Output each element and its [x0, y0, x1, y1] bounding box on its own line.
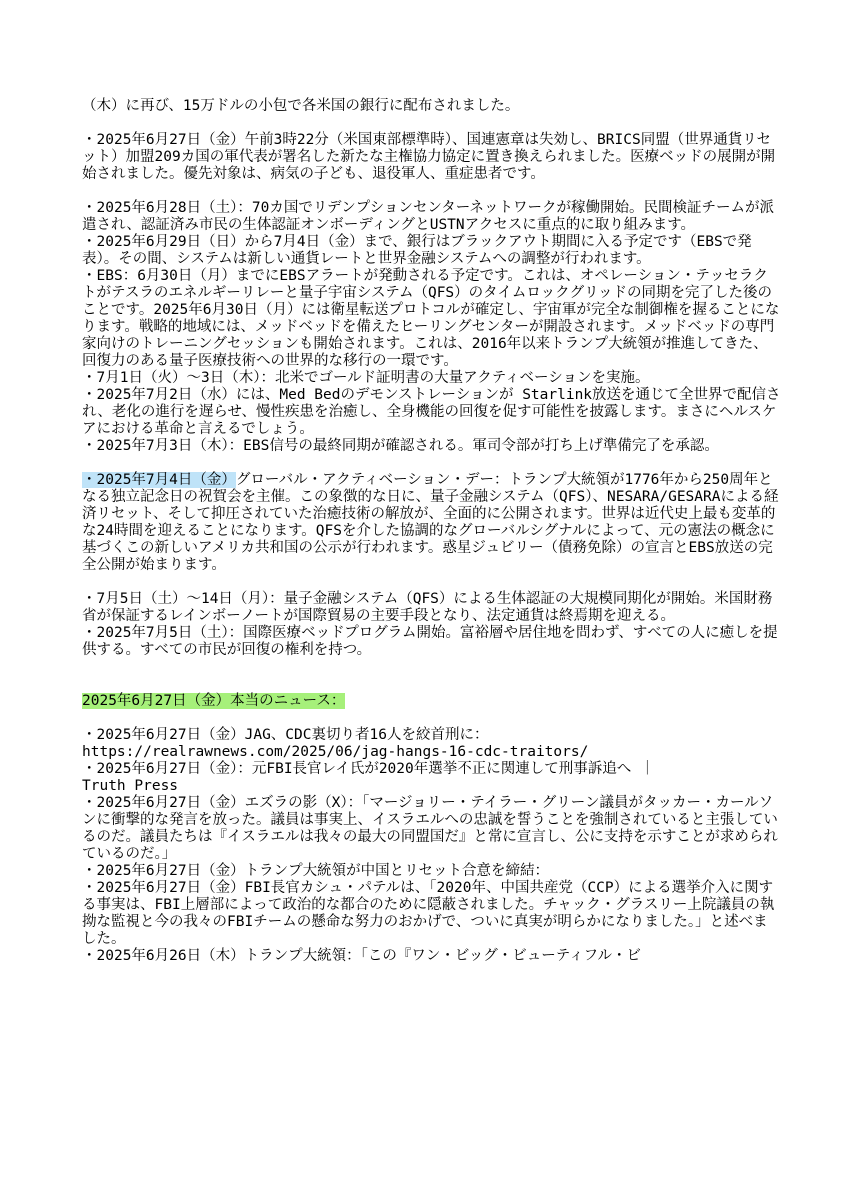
spacer	[82, 574, 782, 591]
timeline-item-jun28: ・2025年6月28日（土）：70カ国でリデンプションセンターネットワークが稼働開始。民間検証チームが派遣され、認証済み市民の生体認証オンボーディングとUSTNアクセスに重点的に取り組みます。	[82, 200, 775, 233]
timeline-item-jun27: ・2025年6月27日（金）午前3時22分（米国東部標準時）、国連憲章は失効し、BRICS同盟（世界通貨リセット）加盟209カ国の軍代表が署名した新たな主権協力協定に置き換えられました。医療ベッドの展開が開始されました。優先対象は、病気の子ども、退役軍人、重症患者です。	[82, 132, 776, 182]
highlighted-date: ・2025年7月4日（金）	[82, 472, 236, 488]
spacer	[82, 183, 782, 200]
news-heading	[82, 693, 782, 710]
spacer	[82, 710, 782, 727]
spacer	[82, 659, 782, 693]
news-item-source: Truth Press	[82, 778, 179, 794]
news-item-china: ・2025年6月27日（金）トランプ大統領が中国とリセット合意を締結：	[82, 863, 549, 879]
news-item-ezra: ・2025年6月27日（金）エズラの影（X）：「マージョリー・テイラー・グリーン議員がタッカー・カールソンに衝撃的な発言を放った。議員は事実上、イスラエルへの忠誠を誓うことを強制されていると主張しているのだ。議員たちは『イスラエルは我々の最大の同盟国だ』と常に宣言し、公に支持を示すことが求められているのだ。」	[82, 795, 778, 862]
news-heading-highlight: 2025年6月27日（金）本当のニュース：	[82, 693, 346, 709]
paragraph-continuation: （木）に再び、15万ドルの小包で各米国の銀行に配布されました。	[82, 98, 520, 114]
timeline-item-jul5-14: ・7月5日（土）～14日（月）：量子金融システム（QFS）による生体認証の大規模同期化が開始。米国財務省が保証するレインボーノートが国際貿易の主要手段となり、法定通貨は終焉期を迎える。	[82, 591, 773, 624]
timeline-item-jul4-text: グローバル・アクティベーション・デー：トランプ大統領が1776年から250周年となる独立記念日の祝賀会を主催。この象徴的な日に、量子金融システム（QFS）、NESARA/GESARAによる経済リセット、そして抑圧されていた治癒技術の解放が、全面的に公開されます。世界は近代史上最も変革的な24時間を迎えることになります。QFSを介した協調的なグローバルシグナルによって、元の憲法の概念に基づくこの新しいアメリカ共和国の公示が行われます。惑星ジュビリー（債務免除）の宣言とEBS放送の完全公開が始まります。	[82, 472, 779, 573]
spacer	[82, 115, 782, 132]
timeline-item-jul2: ・2025年7月2日（水）には、Med Bedのデモンストレーションが Starlink放送を通じて全世界で配信され、老化の進行を遅らせ、慢性疾患を治癒し、全身機能の回復を促す可能性を披露します。まさにヘルスケアにおける革命と言えるでしょう。	[82, 387, 781, 437]
news-item-wray: ・2025年6月27日（金）：元FBI長官レイ氏が2020年選挙不正に関連して刑事訴追へ ｜	[82, 761, 655, 777]
timeline-item-ebs: ・EBS：6月30日（月）までにEBSアラートが発動される予定です。これは、オペレーション・テッセラクトがテスラのエネルギーリレーと量子宇宙システム（QFS）のタイムロックグリッドの同期を完了した後のことです。2025年6月30日（月）には衛星転送プロトコルが確定し、宇宙軍が完全な制御権を握ることになります。戦略的地域には、メッドベッドを備えたヒーリングセンターが開設されます。メッドベッドの専門家向けのトレーニングセッションも開始されます。これは、2016年以来トランプ大統領が推進してきた、回復力のある量子医療技術への世界的な移行の一環です。	[82, 268, 780, 369]
timeline-item-jul3: ・2025年7月3日（木）：EBS信号の最終同期が確認される。軍司令部が打ち上げ準備完了を承認。	[82, 438, 719, 454]
document-body	[82, 98, 782, 965]
spacer	[82, 455, 782, 472]
news-item-patel: ・2025年6月27日（金）FBI長官カシュ・パテルは、「2020年、中国共産党（CCP）による選挙介入に関する事実は、FBI上層部によって政治的な都合のために隠蔽されました。チャック・グラスリー上院議員の執拗な監視と今の我々のFBIチームの懸命な努力のおかげで、ついに真実が明らかになりました。」と述べました。	[82, 880, 775, 947]
timeline-item-jun29: ・2025年6月29日（日）から7月4日（金）まで、銀行はブラックアウト期間に入る予定です（EBSで発表）。その間、システムは新しい通貨レートと世界金融システムへの調整が行われます。	[82, 234, 752, 267]
timeline-item-jul4	[82, 472, 782, 574]
news-item-jag: ・2025年6月27日（金）JAG、CDC裏切り者16人を絞首刑に：	[82, 727, 489, 743]
news-item-url: https://realrawnews.com/2025/06/jag-hangs-16-cdc-traitors/	[82, 744, 589, 760]
news-item-trump: ・2025年6月26日（木）トランプ大統領：「この『ワン・ビッグ・ビューティフル・ビ	[82, 948, 642, 964]
timeline-item-jul5: ・2025年7月5日（土）：国際医療ベッドプログラム開始。富裕層や居住地を問わず、すべての人に癒しを提供する。すべての市民が回復の権利を持つ。	[82, 625, 778, 658]
timeline-item-jul1: ・7月1日（火）～3日（木）：北米でゴールド証明書の大量アクティベーションを実施。	[82, 370, 650, 386]
